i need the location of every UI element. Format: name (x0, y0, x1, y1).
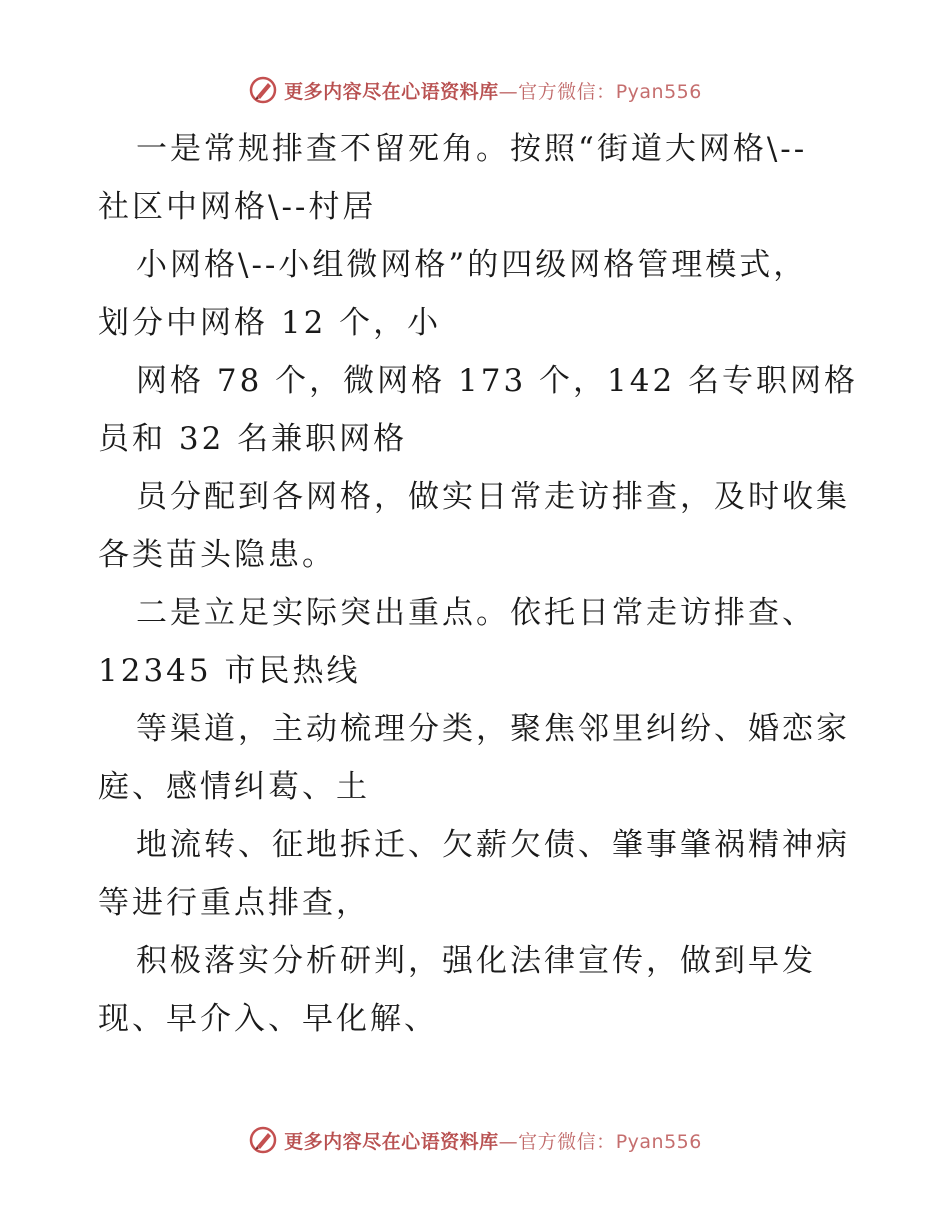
footer-watermark (0, 1120, 950, 1160)
footer-watermark-text (284, 1127, 702, 1154)
pen-logo-icon (248, 75, 278, 105)
footer-wechat-label: 官方微信： (518, 1130, 616, 1153)
footer-dash: — (498, 1130, 519, 1153)
pen-logo-icon (248, 1125, 278, 1155)
text-line: 等渠道，主动梳理分类，聚焦邻里纠纷、婚恋家 (136, 711, 850, 747)
footer-wechat-id: Pyan556 (615, 1130, 702, 1153)
footer-brand: 更多内容尽在心语资料库 (284, 1130, 499, 1153)
text-line: 社区中网格\--村居 (98, 189, 377, 225)
header-brand: 更多内容尽在心语资料库 (284, 80, 499, 103)
document-body (98, 120, 858, 1048)
text-line: 二是立足实际突出重点。依托日常走访排查、 (136, 595, 816, 631)
text-line: 现、早介入、早化解、 (98, 1001, 438, 1037)
text-line: 网格 78 个，微网格 173 个，142 名专职网格 (136, 363, 859, 399)
text-line: 划分中网格 12 个，小 (98, 305, 442, 341)
text-line: 一是常规排查不留死角。按照“街道大网格\-- (136, 131, 808, 167)
text-line: 各类苗头隐患。 (98, 537, 336, 573)
text-line: 地流转、征地拆迁、欠薪欠债、肇事肇祸精神病 (136, 827, 850, 863)
text-line: 等进行重点排查， (98, 885, 370, 921)
header-wechat-label: 官方微信： (518, 80, 616, 103)
header-dash: — (498, 80, 519, 103)
header-watermark (0, 70, 950, 110)
text-line: 积极落实分析研判，强化法律宣传，做到早发 (136, 943, 816, 979)
text-line: 小网格\--小组微网格”的四级网格管理模式， (136, 247, 808, 283)
text-line: 庭、感情纠葛、土 (98, 769, 370, 805)
text-line: 12345 市民热线 (98, 653, 361, 689)
header-wechat-id: Pyan556 (615, 80, 702, 103)
header-watermark-text (284, 77, 702, 104)
text-line: 员和 32 名兼职网格 (98, 421, 408, 457)
text-line: 员分配到各网格，做实日常走访排查，及时收集 (136, 479, 850, 515)
